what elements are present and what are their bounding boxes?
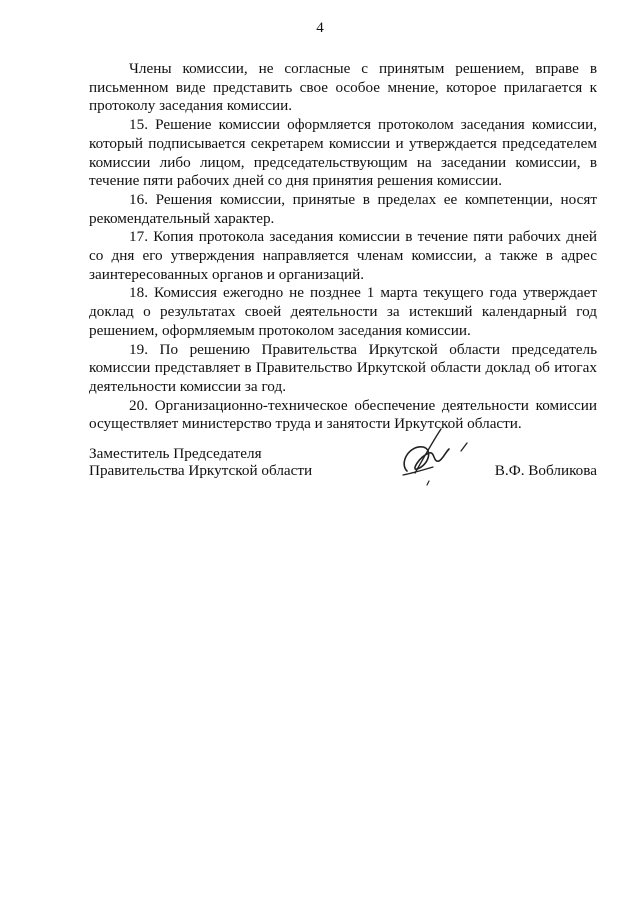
signer-name: В.Ф. Вобликова	[494, 462, 597, 479]
paragraph-18: 18. Комиссия ежегодно не позднее 1 марта текущего года утверждает доклад о результатах своей деятельности за истекший календарный год решением, оформляемым протоколом заседания комиссии.	[89, 284, 597, 339]
signer-title-line2: Правительства Иркутской области	[89, 462, 313, 479]
signer-title-line1: Заместитель Председателя	[89, 445, 262, 462]
handwritten-signature	[389, 423, 479, 493]
paragraph-20: 20. Организационно-техническое обеспечение деятельности комиссии осуществляет министерство труда и занятости Иркутской области.	[89, 396, 597, 433]
page-number: 4	[316, 20, 324, 36]
document-body	[89, 60, 597, 434]
paragraph-dissent: Члены комиссии, не согласные с принятым решением, вправе в письменном виде представить свое особое мнение, которое прилагается к протоколу заседания комиссии.	[89, 60, 597, 115]
signature-block	[89, 445, 597, 505]
paragraph-17: 17. Копия протокола заседания комиссии в течение пяти рабочих дней со дня его утверждения направляется членам комиссии, а также в адрес заинтересованных органов и организаций.	[89, 228, 597, 283]
paragraph-16: 16. Решения комиссии, принятые в пределах ее компетенции, носят рекомендательный характер.	[89, 190, 597, 227]
paragraph-15: 15. Решение комиссии оформляется протоколом заседания комиссии, который подписывается секретарем комиссии и утверждается председателем комиссии либо лицом, председательствующим на заседании комиссии, в течение пяти рабочих дней со дня принятия решения комиссии.	[89, 116, 597, 190]
signer-title	[89, 445, 312, 479]
paragraph-19: 19. По решению Правительства Иркутской области председатель комиссии представляет в Правительство Иркутской области доклад об итогах деятельности комиссии за год.	[89, 340, 597, 395]
